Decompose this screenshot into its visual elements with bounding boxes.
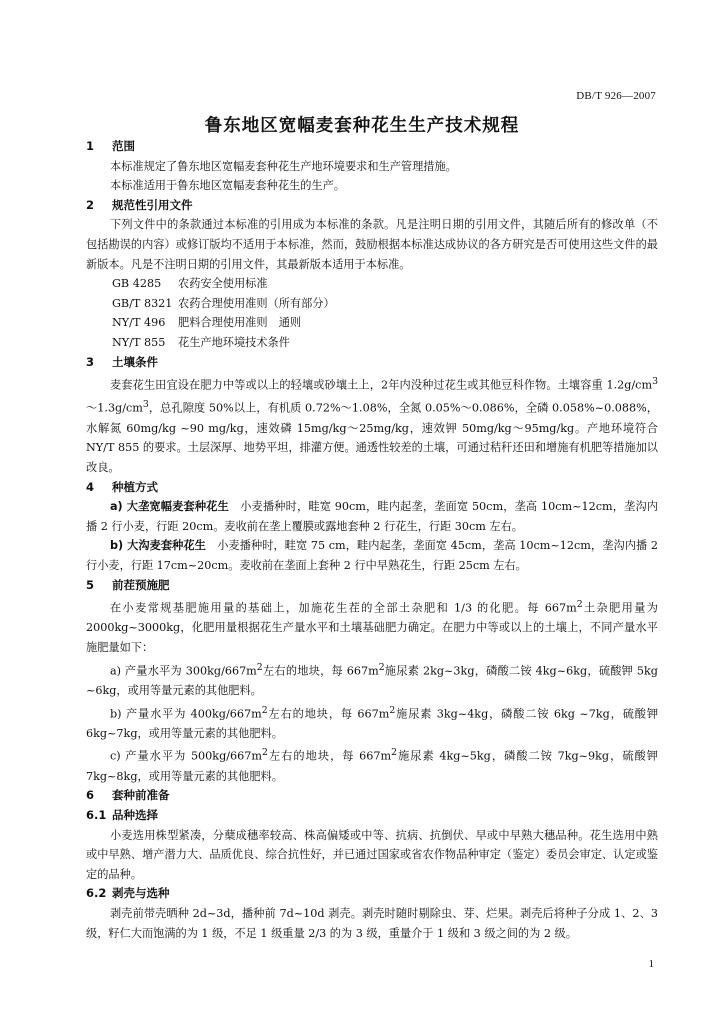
standard-code: DB/T 926—2007: [576, 90, 656, 102]
fertilizer-level-c: c) 产量水平为 $500kg/667m^2$左右的地块，每 $667m^2$施尿素 4kg~5kg，磷酸二铵 7kg~9kg，硫酸钾 7kg~8kg，或用等量元素的其他肥料。: [86, 747, 658, 783]
subsection-6-1-paragraph: 小麦选用株型紧凑，分蘖成穗率较高、株高偏矮或中等、抗病、抗倒伏、早或中早熟大穗品种。花生选用中熟或中早熟、增产潜力大、品质优良、综合抗性好，并已通过国家或省农作物品种审定（鉴定）委员会审定、认定或鉴定的品种。: [86, 828, 658, 881]
section-4-heading: 4 种植方式: [86, 479, 158, 494]
section-5-paragraph: 在小麦常规基肥施用量的基础上，加施花生茬的全部土杂肥和 1/3 的化肥。每 $667m^2$土杂肥用量为 2000kg~3000kg，化肥用量根据花生产量水平和土壤基础肥力确定。在肥力中等或以上的土壤上，不同产量水平施肥量如下：: [86, 599, 658, 655]
section-1-paragraph: 本标准适用于鲁东地区宽幅麦套种花生的生产。: [110, 179, 345, 193]
document-title: 鲁东地区宽幅麦套种花生生产技术规程: [204, 116, 520, 136]
section-1-heading: 1 范围: [86, 139, 135, 153]
reference-item: GB/T 8321 农药合理使用准则（所有部分）: [112, 296, 335, 310]
planting-method-b: b) 大沟麦套种花生 小麦播种时，畦宽 75 cm，畦内起垄，垄面宽 45cm，垄高 10cm~12cm，垄沟内播 2 行小麦，行距 17cm~20cm。麦收前在垄面上套种 2 行中早熟花生，行距 25cm 左右。: [86, 539, 658, 572]
subsection-6-2-heading: 6.2 剥壳与选种: [86, 886, 170, 901]
subsection-6-1-heading: 6.1 品种选择: [86, 808, 158, 822]
section-2-paragraph: 下列文件中的条款通过本标准的引用成为本标准的条款。凡是注明日期的引用文件，其随后所有的修改单（不包括勘误的内容）或修订版均不适用于本标准，然而，鼓励根据本标准达成协议的各方研究是否可使用这些文件的最新版本。凡是不注明日期的引用文件，其最新版本适用于本标准。: [86, 218, 658, 271]
reference-item: GB 4285 农药安全使用标准: [112, 277, 268, 291]
document-body: [86, 137, 658, 943]
fertilizer-level-a: a) 产量水平为 $300kg/667m^2$左右的地块，每 $667m^2$施尿素 2kg~3kg，磷酸二铵 4kg~6kg，硫酸钾 5kg ~6kg，或用等量元素的其他肥料。: [86, 661, 658, 697]
section-1-paragraph: 本标准规定了鲁东地区宽幅麦套种花生产地环境要求和生产管理措施。: [110, 159, 457, 173]
planting-method-a: a) 大垄宽幅麦套种花生 小麦播种时，畦宽 90cm，畦内起垄，垄面宽 50cm，垄高 10cm~12cm，垄沟内播 2 行小麦，行距 20cm。麦收前在垄上覆膜或露地套种 2 行花生，行距 30cm 左右。: [86, 500, 658, 533]
subsection-6-2-paragraph: 剥壳前带壳晒种 2d~3d，播种前 7d~10d 剥壳。剥壳时随时剔除虫、芽、烂果。剥壳后将种子分成 1、2、3 级，籽仁大而饱满的为 1 级，不足 1 级重量 2/3 的为 3 级，重量介于 1 级和 3 级之间的为 2 级。: [86, 906, 658, 940]
section-3-paragraph: 麦套花生田宜设在肥力中等或以上的轻壤或砂壤土上，2年内没种过花生或其他豆科作物。土壤容重 $1.2g/cm^3\sim 1.3g/cm^3$，总孔隙度 50%以上，有机质 0.72%～1.08%，全氮 0.05%～0.086%，全磷 0.058%~0.088%，水解氮 60mg/kg ~90 mg/kg，速效磷 15mg/kg～25mg/kg，速效钾 50mg/kg～95mg/kg。产地环境符合NY/T 855 的要求。土层深厚、地势平坦，排灌方便。通透性较差的土壤，可通过秸秆还田和增施有机肥等措施加以改良。: [86, 376, 658, 474]
section-6-heading: 6 套种前准备: [86, 788, 170, 803]
section-3-heading: 3 土壤条件: [86, 354, 158, 369]
section-5-heading: 5 前茬预施肥: [86, 577, 170, 592]
reference-item: NY/T 855 花生产地环境技术条件: [112, 335, 290, 349]
reference-item: NY/T 496 肥料合理使用准则 通则: [112, 316, 302, 330]
page-number: 1: [648, 958, 654, 970]
section-2-heading: 2 规范性引用文件: [86, 197, 193, 212]
fertilizer-level-b: b) 产量水平为 $400kg/667m^2$左右的地块，每 $667m^2$施尿素 3kg~4kg，磷酸二铵 6kg ~7kg，硫酸钾 6kg~7kg，或用等量元素的其他肥料。: [86, 704, 659, 740]
